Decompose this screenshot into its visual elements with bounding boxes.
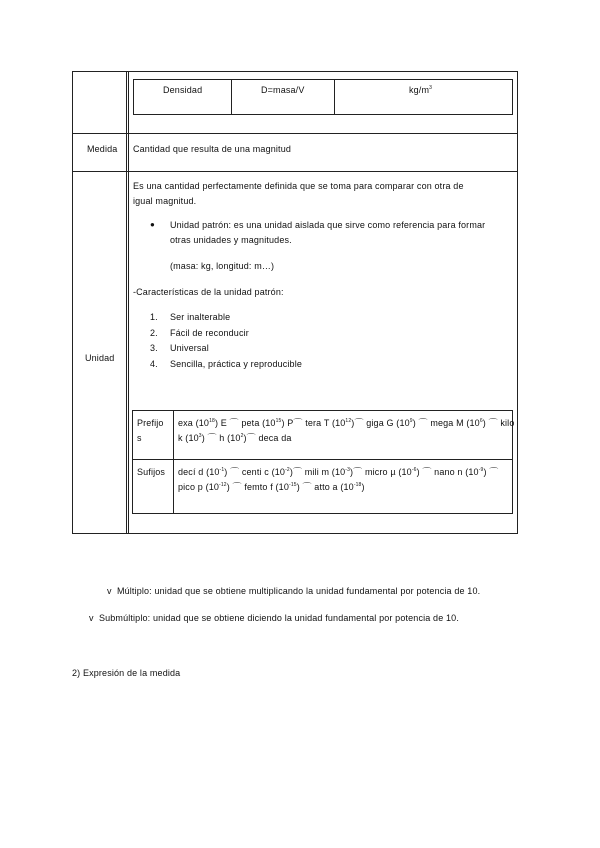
density-formula: D=masa/V xyxy=(261,85,305,95)
table-border-bottom xyxy=(72,533,518,534)
check-marker-icon: v xyxy=(107,586,112,596)
unidad-example: (masa: kg, longitud: m…) xyxy=(170,261,275,271)
table-border-left xyxy=(72,71,73,534)
list-item: 1. Ser inalterable xyxy=(150,312,231,322)
unidad-label: Unidad xyxy=(85,353,115,363)
section-heading: 2) Expresión de la medida xyxy=(72,668,181,678)
medida-label: Medida xyxy=(87,144,118,154)
table-border-top xyxy=(72,71,518,72)
check-marker-icon: v xyxy=(89,613,94,623)
prefijos-label: Prefijo s xyxy=(137,418,164,443)
sufijos-content: decí d $(10^{-1})$ ⌒ centi c $(10^{-2})⌒$ mili m $(10^{-3})⌒$ micro µ $(10^{-6})$ ⌒ nano n $(10^{-9})$ ⌒ pico p $(10^{-12})$ ⌒ femto f $(10^{-15})$ ⌒ atto a $(10^{-18})$ xyxy=(178,467,499,492)
characteristics-heading: -Características de la unidad patrón: xyxy=(133,287,284,297)
medida-definition: Cantidad que resulta de una magnitud xyxy=(133,144,292,154)
sufijos-label: Sufijos xyxy=(137,467,166,477)
list-item: 3. Universal xyxy=(150,343,209,353)
bullet-dot-icon: ● xyxy=(150,220,155,229)
table-column-divider-2 xyxy=(128,71,129,534)
submultiplo-note: v Submúltiplo: unidad que se obtiene diciendo la unidad fundamental por potencia de 10. xyxy=(89,613,459,623)
prefijos-content: exa $(10^{18})$ E ⌒ peta $(10^{15})$ P⌒ tera T $(10^{12})⌒$ giga G $(10^9)$ ⌒ mega M $(10^6)$ ⌒ kilo k $(10^3)$ ⌒ h $(10^2)⌒$ deca da xyxy=(178,418,515,443)
table-border-right xyxy=(517,71,518,534)
list-item: 4. Sencilla, práctica y reproducible xyxy=(150,358,303,369)
unidad-intro: Es una cantidad perfectamente definida que se toma para comparar con otra de igual magnitud. xyxy=(133,181,464,206)
multiplo-note: v Múltiplo: unidad que se obtiene multiplicando la unidad fundamental por potencia de 10. xyxy=(107,586,481,596)
table-row-divider-1 xyxy=(72,133,518,134)
table-column-divider xyxy=(126,71,127,534)
characteristics-list xyxy=(150,310,302,372)
density-name: Densidad xyxy=(163,85,203,95)
prefixes-table-col-divider xyxy=(173,410,174,514)
prefixes-table-row-divider xyxy=(132,459,513,460)
unidad-patron-bullet: Unidad patrón: es una unidad aislada que sirve como referencia para formar otras unidades y magnitudes. xyxy=(170,220,486,245)
density-unit: $kg/m^3$ xyxy=(409,85,433,95)
list-item: 2. Fácil de reconducir xyxy=(150,327,249,338)
table-row-divider-2 xyxy=(72,171,518,172)
